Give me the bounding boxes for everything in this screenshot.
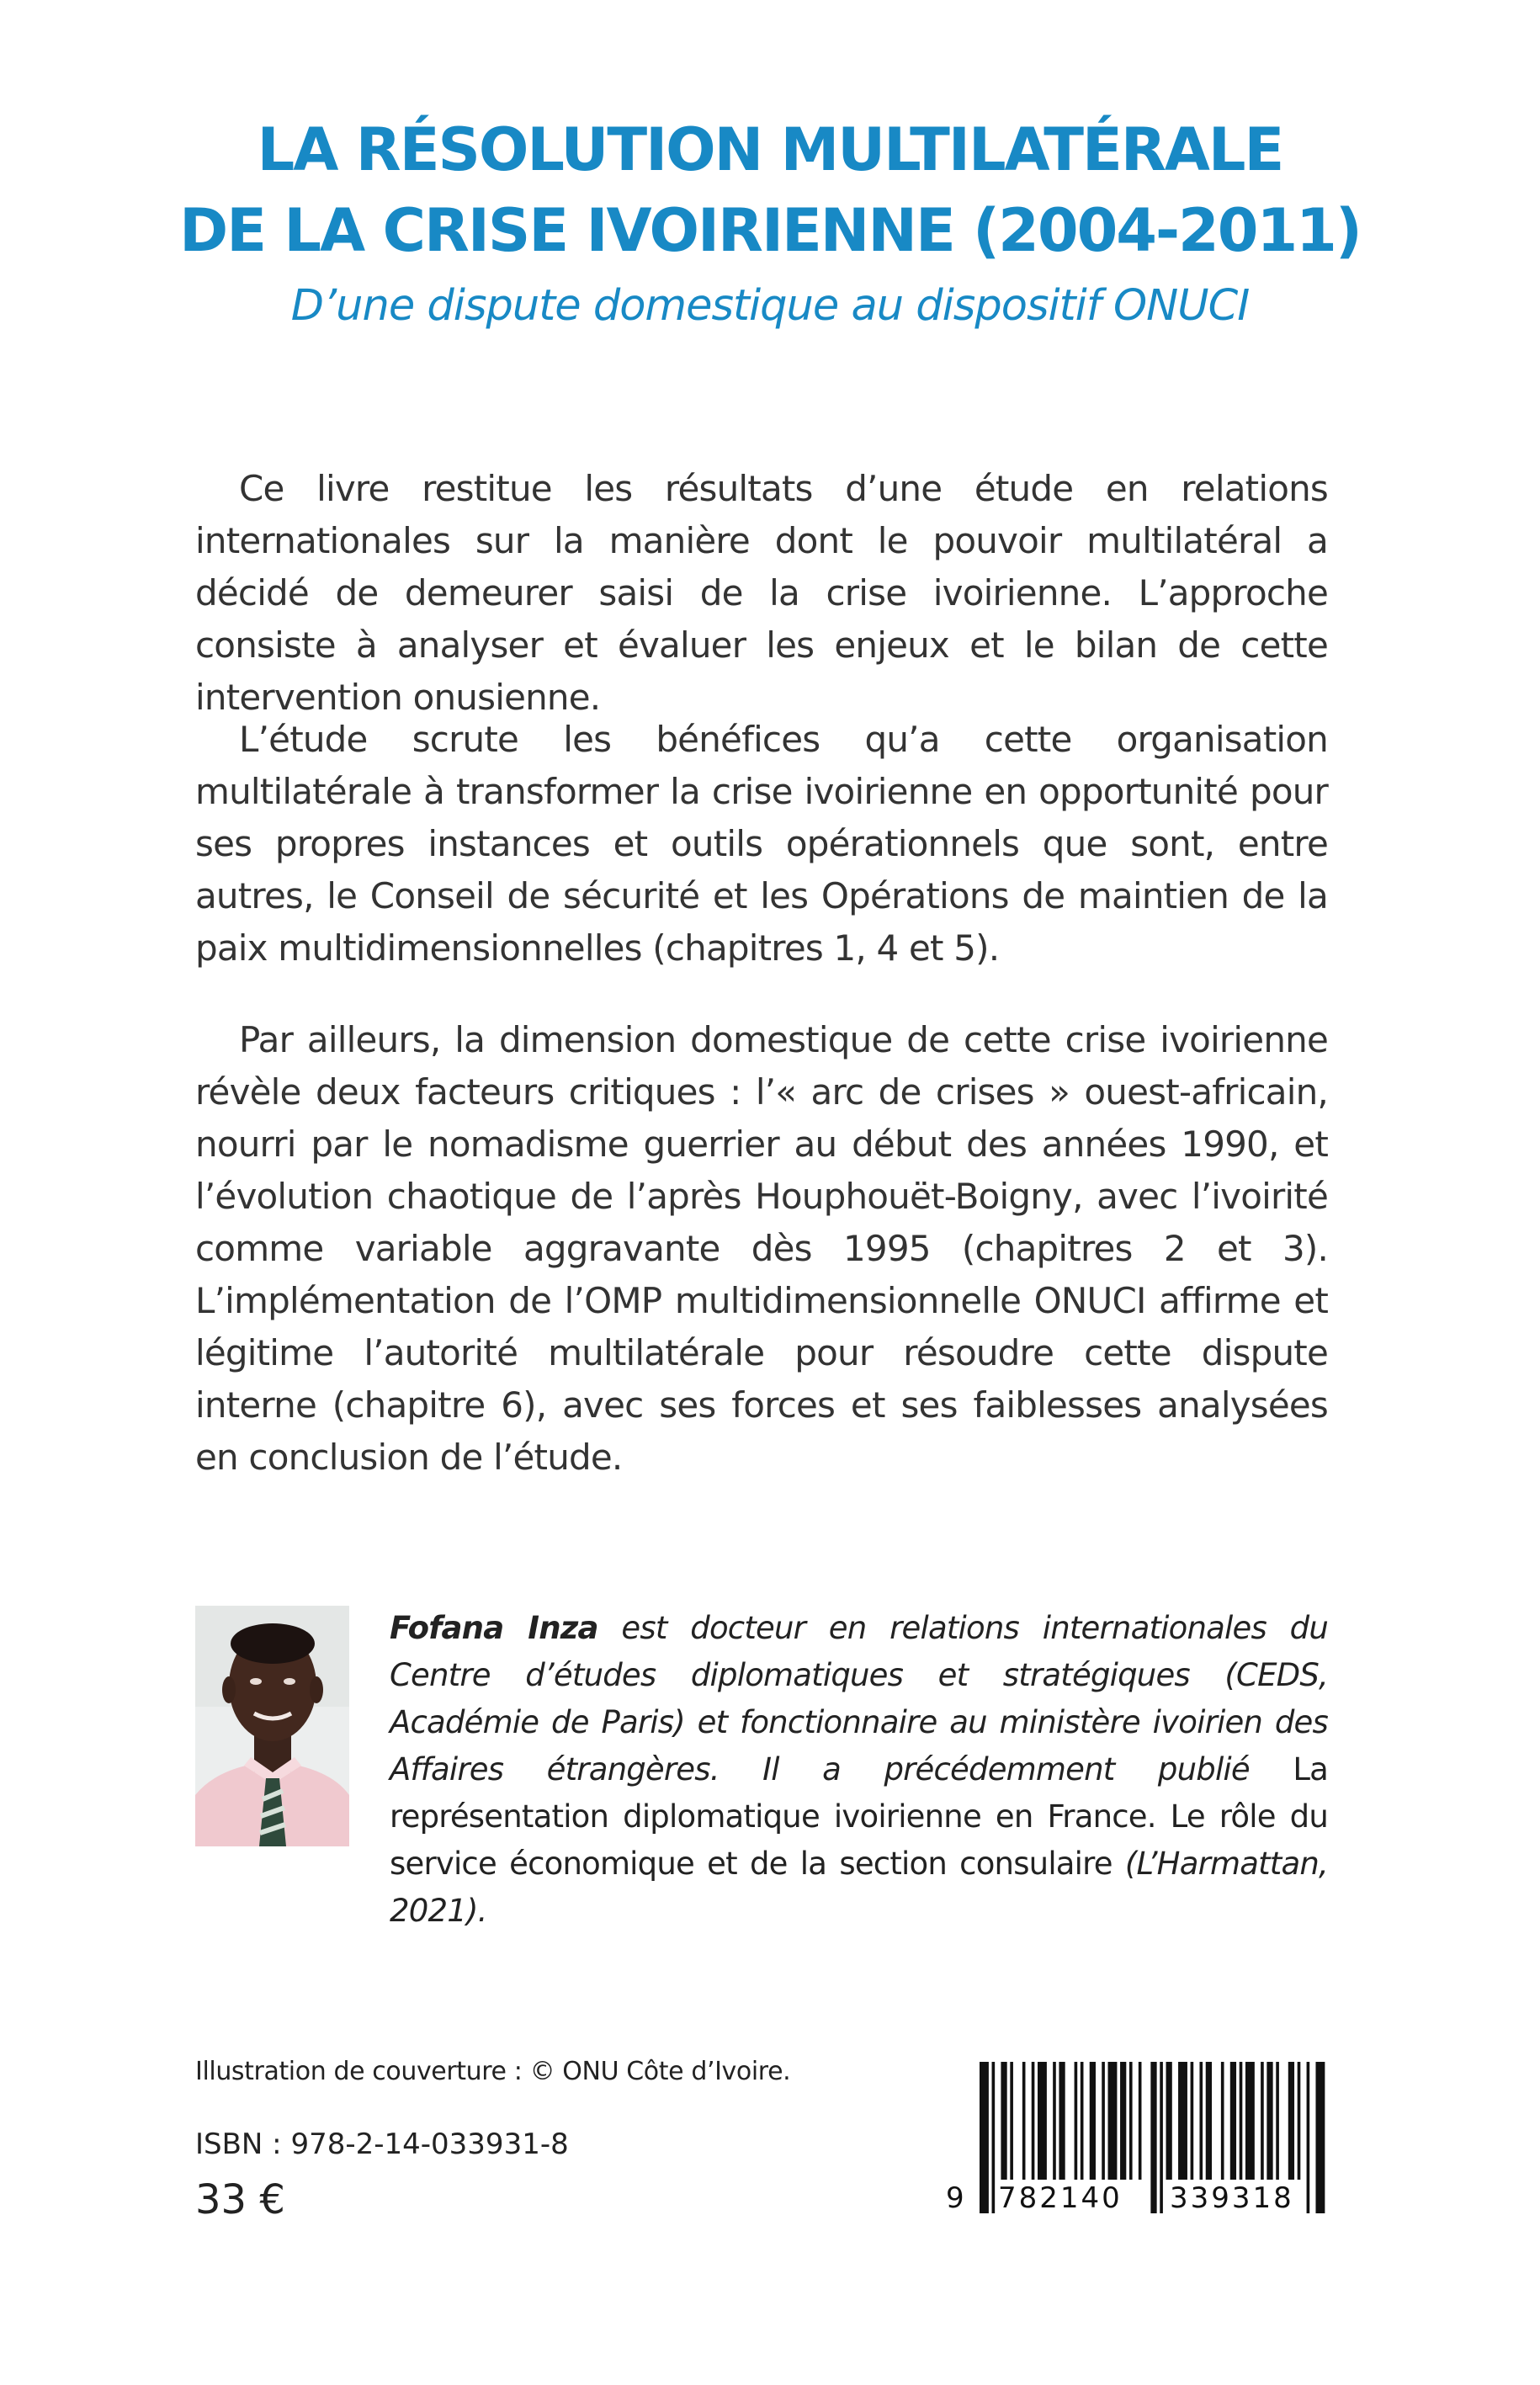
barcode-bar — [1001, 2062, 1006, 2180]
author-portrait-image — [195, 1606, 349, 1846]
barcode-bar — [1298, 2062, 1301, 2180]
barcode-digit-group-2: 339318 — [1170, 2181, 1294, 2215]
summary-paragraph-3: Par ailleurs, la dimension domestique de cette crise ivoirienne révèle deux facteurs critiques : l’« arc de crises » ouest-africain, nourri par le nomadisme guerrier au début des années 1990, et l’évolution chaotique de l’après Houphouët-Boigny, avec l’ivoirité comme variable aggravante dès 1995 (chapitres 2 et 3). L’implémentation de l’OMP multidimensionnelle ONUCI affirme et légitime l’autorité multilatérale pour résoudre cette dispute interne (chapitre 6), avec ses forces et ses faiblesses analysées en conclusion de l’étude. — [195, 1019, 1328, 1478]
author-photo — [195, 1606, 349, 1846]
barcode-bar — [1245, 2062, 1255, 2180]
book-title-line-2: DE LA CRISE IVOIRIENNE (2004-2011) — [179, 196, 1361, 265]
title-block — [0, 109, 1540, 338]
isbn-label: ISBN : 978-2-14-033931-8 — [195, 2127, 569, 2161]
barcode-bar — [1178, 2062, 1187, 2180]
barcode-bar — [1221, 2062, 1224, 2180]
author-previous-book-title: La représentation diplomatique ivoirienne en France. Le rôle du service économique et de la section consulaire — [390, 1751, 1328, 1882]
book-title-line-1: LA RÉSOLUTION MULTILATÉRALE — [257, 115, 1283, 184]
barcode-bar — [1240, 2062, 1243, 2180]
book-subtitle: D’une dispute domestique au dispositif ONUCI — [290, 281, 1250, 331]
barcode-bar — [1038, 2062, 1047, 2180]
barcode-bar — [1053, 2062, 1056, 2180]
barcode-bar — [1102, 2062, 1105, 2180]
barcode-bar — [1288, 2062, 1294, 2180]
barcode-bar — [1206, 2062, 1212, 2180]
price-label: 33 € — [195, 2176, 285, 2223]
barcode-bar — [1166, 2062, 1172, 2180]
barcode-digit-group-1: 782140 — [998, 2181, 1123, 2215]
author-name: Fofana Inza — [390, 1610, 598, 1646]
barcode-bar — [1075, 2062, 1078, 2180]
barcode-bar — [1010, 2062, 1013, 2180]
author-bio-text-2: (L’Harmattan, 2021). — [390, 1846, 1328, 1929]
barcode-bar — [1139, 2062, 1142, 2180]
barcode-digits — [943, 2181, 1328, 2223]
cover-illustration-credit: Illustration de couverture : © ONU Côte d’Ivoire. — [195, 2057, 791, 2086]
barcode-bar — [1081, 2062, 1084, 2180]
barcode-bar — [1090, 2062, 1096, 2180]
barcode-bar — [1120, 2062, 1126, 2180]
barcode-bar — [1032, 2062, 1035, 2180]
author-bio — [390, 1605, 1328, 1935]
barcode-bar — [1129, 2062, 1133, 2180]
barcode-bar — [1276, 2062, 1279, 2180]
barcode-bar — [1108, 2062, 1118, 2180]
barcode-bar — [1261, 2062, 1264, 2180]
barcode-digit-first: 9 — [946, 2181, 964, 2215]
barcode-bar — [1230, 2062, 1236, 2180]
barcode-bar — [1267, 2062, 1272, 2180]
barcode-bar — [1022, 2062, 1026, 2180]
barcode-bar — [1199, 2062, 1203, 2180]
summary-paragraph-2: L’étude scrute les bénéfices qu’a cette organisation multilatérale à transformer la crise ivoirienne en opportunité pour ses propres instances et outils opérationnels que sont, entre autres, le Conseil de sécurité et les Opérations de maintien de la paix multidimensionnelles (chapitres 1, 4 et 5). — [195, 719, 1328, 969]
summary-paragraph-1: Ce livre restitue les résultats d’une étude en relations internationales sur la manière dont le pouvoir multilatéral a décidé de demeurer saisi de la crise ivoirienne. L’approche consiste à analyser et évaluer les enjeux et le bilan de cette intervention onusienne. — [195, 468, 1328, 718]
barcode-bar — [1059, 2062, 1065, 2180]
author-bio-text-1: est docteur en relations internationales du Centre d’études diplomatiques et stratégiques (CEDS, Académie de Paris) et fonctionnaire au ministère ivoirien des Affaires étrangères. Il a précédemment publié — [390, 1610, 1328, 1787]
barcode-bar — [1191, 2062, 1194, 2180]
